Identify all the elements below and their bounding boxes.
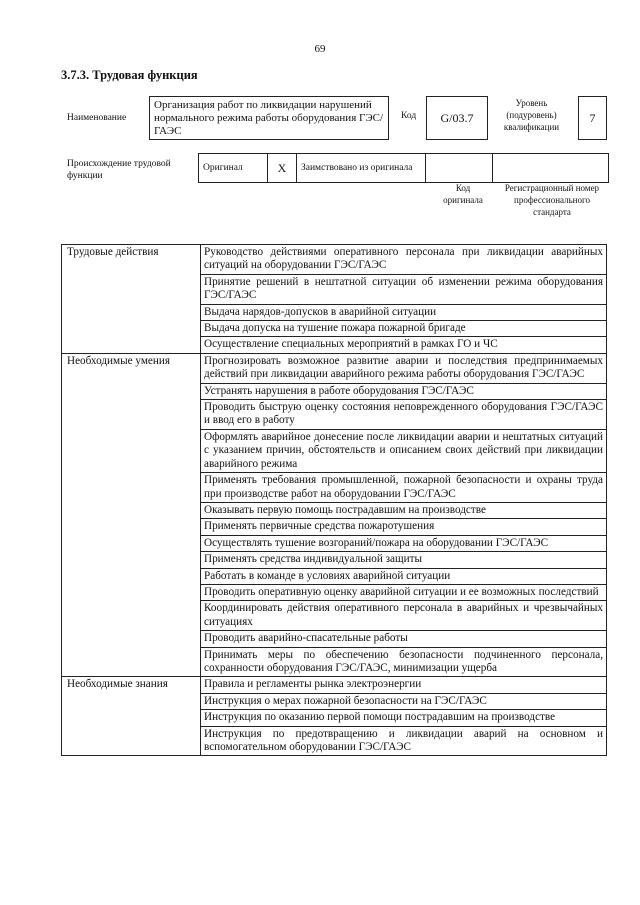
item-cell: Выдача допуска на тушение пожара пожарной бригаде <box>201 321 607 337</box>
caption-reg-number: Регистрационный номер профессионального стандарта <box>504 183 600 217</box>
item-cell: Осуществлять тушение возгораний/пожара на оборудовании ГЭС/ГАЭС <box>201 535 607 551</box>
item-cell: Инструкция по оказанию первой помощи пострадавшим на производстве <box>201 710 607 726</box>
item-cell: Оформлять аварийное донесение после ликвидации аварии и нештатных ситуаций с указанием причин, обстоятельств и описанием своих действий при ликвидации аварийного режима <box>201 429 607 472</box>
item-cell: Инструкция о мерах пожарной безопасности на ГЭС/ГАЭС <box>201 693 607 709</box>
original-cell: Оригинал <box>199 154 268 183</box>
original-mark: X <box>268 154 297 183</box>
item-cell: Инструкция по предотвращению и ликвидации аварий на основном и вспомогательном оборудовании ГЭС/ГАЭС <box>201 726 607 756</box>
origin-table <box>198 153 609 183</box>
table-row <box>62 353 607 383</box>
function-table <box>61 244 607 756</box>
original-code-cell <box>426 154 493 183</box>
section-title: 3.7.3. Трудовая функция <box>61 68 198 82</box>
item-cell: Проводить аварийно-спасательные работы <box>201 631 607 647</box>
item-cell: Применять первичные средства пожаротушения <box>201 519 607 535</box>
caption-original-code: Код оригинала <box>443 183 483 205</box>
reg-number-cell <box>493 154 609 183</box>
function-name: Организация работ по ликвидации нарушений нормального режима работы оборудования ГЭС/ГАЭС <box>149 96 389 140</box>
name-label: Наименование <box>67 113 127 123</box>
origin-label: Происхождение трудовой функции <box>67 159 171 181</box>
item-cell: Принимать меры по обеспечению безопасности подчиненного персонала, сохранности оборудования ГЭС/ГАЭС, минимизации ущерба <box>201 647 607 677</box>
item-cell: Проводить быструю оценку состояния неповрежденного оборудования ГЭС/ГАЭС и ввод его в работу <box>201 400 607 430</box>
item-cell: Осуществление специальных мероприятий в рамках ГО и ЧС <box>201 337 607 353</box>
table-row <box>62 245 607 275</box>
qualification-level: 7 <box>578 96 607 140</box>
item-cell: Работать в команде в условиях аварийной ситуации <box>201 568 607 584</box>
item-cell: Устранять нарушения в работе оборудования ГЭС/ГАЭС <box>201 383 607 399</box>
item-cell: Применять требования промышленной, пожарной безопасности и охраны труда при производстве работ на оборудовании ГЭС/ГАЭС <box>201 473 607 503</box>
function-code: G/03.7 <box>426 96 488 140</box>
category-cell: Необходимые умения <box>62 353 201 677</box>
category-cell: Трудовые действия <box>62 245 201 354</box>
borrowed-cell: Заимствовано из оригинала <box>297 154 426 183</box>
table-row <box>62 677 607 693</box>
item-cell: Проводить оперативную оценку аварийной ситуации и ее возможных последствий <box>201 584 607 600</box>
item-cell: Координировать действия оперативного персонала в аварийных и чрезвычайных ситуациях <box>201 601 607 631</box>
item-cell: Прогнозировать возможное развитие аварии и последствия предпринимаемых действий при ликвидации аварийного режима работы оборудования ГЭС/ГАЭС <box>201 353 607 383</box>
code-label: Код <box>401 111 417 121</box>
item-cell: Оказывать первую помощь пострадавшим на производстве <box>201 502 607 518</box>
item-cell: Выдача нарядов-допусков в аварийной ситуации <box>201 304 607 320</box>
category-cell: Необходимые знания <box>62 677 201 756</box>
page-number: 69 <box>314 43 326 55</box>
level-label: Уровень (подуровень) квалификации <box>503 98 560 132</box>
item-cell: Правила и регламенты рынка электроэнергии <box>201 677 607 693</box>
item-cell: Руководство действиями оперативного персонала при ликвидации аварийных ситуаций на оборудовании ГЭС/ГАЭС <box>201 245 607 275</box>
item-cell: Применять средства индивидуальной защиты <box>201 552 607 568</box>
item-cell: Принятие решений в нештатной ситуации об изменении режима оборудования ГЭС/ГАЭС <box>201 274 607 304</box>
